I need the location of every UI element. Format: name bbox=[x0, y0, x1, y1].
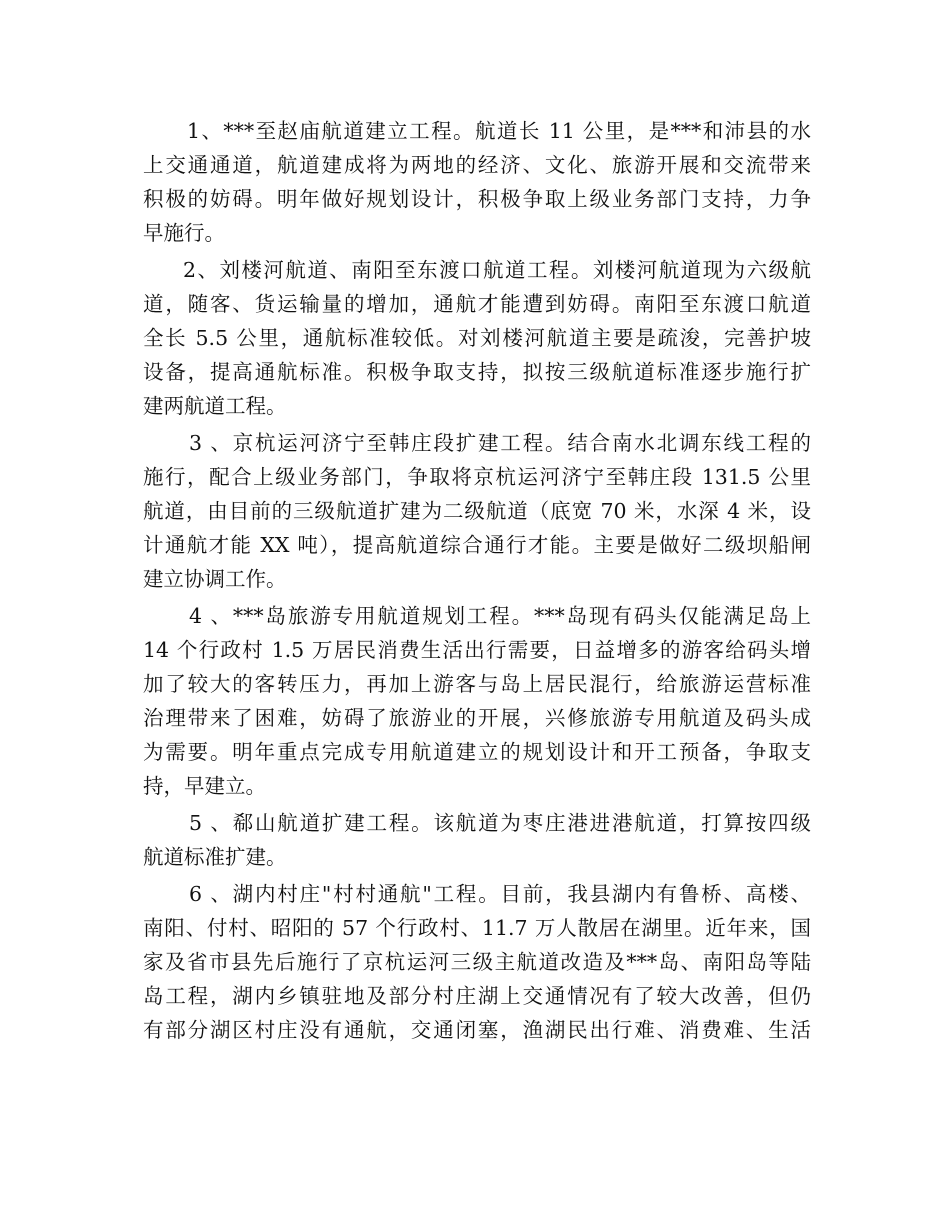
text-line: 1、***至赵庙航道建立工程。航道长 11 公里，是***和沛县的水 bbox=[187, 119, 811, 143]
text-line: 航道，由目前的三级航道扩建为二级航道（底宽 70 米，水深 4 米，设 bbox=[143, 499, 811, 523]
text-line: 加了较大的客转压力，再加上游客与岛上居民混行，给旅游运营标准 bbox=[143, 672, 811, 696]
text-line: 建立协调工作。 bbox=[143, 567, 287, 591]
text-line: 2、刘楼河航道、南阳至东渡口航道工程。刘楼河航道现为六级航 bbox=[183, 258, 811, 282]
text-line: 5 、郗山航道扩建工程。该航道为枣庄港进港航道，打算按四级 bbox=[189, 811, 811, 835]
text-line: 航道标准扩建。 bbox=[143, 845, 287, 869]
text-line: 14 个行政村 1.5 万居民消费生活出行需要，日益增多的游客给码头增 bbox=[143, 638, 811, 662]
text-line: 家及省市县先后施行了京杭运河三级主航道改造及***岛、南阳岛等陆 bbox=[143, 950, 811, 974]
text-line: 设备，提高通航标准。积极争取支持，拟按三级航道标准逐步施行扩 bbox=[143, 360, 811, 384]
text-line: 全长 5.5 公里，通航标准较低。对刘楼河航道主要是疏浚，完善护坡 bbox=[143, 326, 811, 350]
text-line: 建两航道工程。 bbox=[143, 394, 287, 418]
text-line: 为需要。明年重点完成专用航道建立的规划设计和开工预备，争取支 bbox=[143, 740, 811, 764]
text-line: 计通航才能 XX 吨），提高航道综合通行才能。主要是做好二级坝船闸 bbox=[143, 533, 811, 557]
text-line: 治理带来了困难，妨碍了旅游业的开展，兴修旅游专用航道及码头成 bbox=[143, 706, 811, 730]
text-line: 上交通通道，航道建成将为两地的经济、文化、旅游开展和交流带来 bbox=[143, 153, 811, 177]
document-body bbox=[143, 114, 811, 1050]
paragraph-3 bbox=[143, 426, 811, 596]
paragraph-6 bbox=[143, 877, 811, 1047]
text-line: 早施行。 bbox=[143, 221, 225, 245]
paragraph-5 bbox=[143, 806, 811, 874]
text-line: 4 、***岛旅游专用航道规划工程。***岛现有码头仅能满足岛上 bbox=[189, 604, 811, 628]
text-line: 6 、湖内村庄"村村通航"工程。目前，我县湖内有鲁桥、高楼、 bbox=[189, 882, 811, 906]
text-line: 岛工程，湖内乡镇驻地及部分村庄湖上交通情况有了较大改善，但仍 bbox=[143, 984, 811, 1008]
text-line: 有部分湖区村庄没有通航，交通闭塞，渔湖民出行难、消费难、生活 bbox=[143, 1018, 811, 1042]
text-line: 施行，配合上级业务部门，争取将京杭运河济宁至韩庄段 131.5 公里 bbox=[143, 465, 811, 489]
text-line: 持，早建立。 bbox=[143, 774, 266, 798]
paragraph-4 bbox=[143, 599, 811, 803]
paragraph-1 bbox=[143, 114, 811, 250]
text-line: 3 、京杭运河济宁至韩庄段扩建工程。结合南水北调东线工程的 bbox=[189, 431, 811, 455]
text-line: 南阳、付村、昭阳的 57 个行政村、11.7 万人散居在湖里。近年来，国 bbox=[143, 916, 811, 940]
text-line: 道，随客、货运输量的增加，通航才能遭到妨碍。南阳至东渡口航道 bbox=[143, 292, 811, 316]
paragraph-2 bbox=[143, 253, 811, 423]
text-line: 积极的妨碍。明年做好规划设计，积极争取上级业务部门支持，力争 bbox=[143, 187, 811, 211]
